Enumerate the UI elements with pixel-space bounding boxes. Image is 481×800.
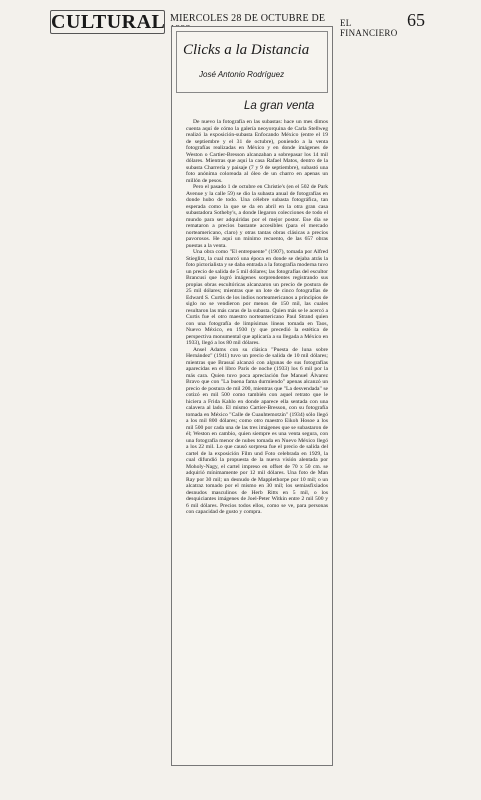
article-body	[186, 119, 328, 759]
article-column	[171, 26, 333, 766]
newspaper-name: EL FINANCIERO	[340, 18, 398, 38]
paragraph: Una obra como "El entrepuente" (1907), tomada por Alfred Stieglitz, la cual marcó una época en donde se dejaba atrás la foto pictorialista y se daba entrada a la fotografía moderna tuvo un precio de salida de 5 mil dólares; las fotografías del escultor Brancusi que logró imágenes sorprendentes registrando sus propias obras escultóricas alcanzaron un precio de postura de 25 mil dólares; mientras que un lote de cinco fotografías de Edward S. Curtis de los indios norteamericanos a principios de siglo no se vendieron por menos de 150 mil, las cuales resultaron las más caras de la subasta. Quien más se le acercó a Curtis fue el otro maestro norteamericano Paul Strand quien con una fotografía de limpísimas líneas tomada en Taos, Nuevo México, en 1930 (y que precedió la estética de perspectiva monumental que aplicaría a su llegada a México en 1933), llegó a los 80 mil dólares.	[186, 249, 328, 346]
section-label: CULTURAL	[51, 11, 166, 33]
article-headline: La gran venta	[244, 100, 315, 112]
publication-date: MIERCOLES 28 DE OCTUBRE DE	[170, 13, 326, 24]
author-byline: José Antonio Rodríguez	[199, 70, 285, 79]
column-header-box	[176, 31, 328, 93]
paragraph: Ansel Adams con su clásica "Puesta de luna sobre Hernández" (1941) tuvo un precio de salida de 10 mil dólares; mientras que Brassaï alcanzó con algunas de sus fotografías aparecidas en el libro París de noche (1933) los 6 mil por la más cara. Quien tuvo poca apreciación fue Manuel Álvarez Bravo que con "La buena fama durmiendo" apenas alcanzó un precio de postura de mil 200, mientras que "La desvendada" se cotizó en mil 500 como también con aquel retrato que le hiciera a Frida Kahlo en donde aparece ella sentada con una calavera al lado. El mismo Cartier-Bresson, con su fotografía tomada en México "Calle de Cuauhtemotzín" (1934) sólo llegó a los mil 800 dólares; como otro maestro Eikoh Hosoe a los mil 500 por cada una de las tres imágenes que se subastaron de él; Weston en cambio, quien siempre es una venta segura, con una fotografía menor de nubes tomada en Nuevo México llegó a los 22 mil. Lo que causó sorpresa fue el precio de salida del cartel de la exposición Film und Foto celebrada en 1929, la cual difundió la propuesta de la nueva visión alentada por Moholy-Nagy, el cartel impreso en offset de 70 x 50 cm. se adquirió mínimamente por 12 mil dólares. Una foto de Man Ray por 30 mil; un desnudo de Mapplethorpe por 10 mil; o un alcatraz tomado por el mismo en 30 mil; los semiasfixiados desnudos masculinos de Herb Ritts en 5 mil, o los desquiciantes imágenes de Joel-Peter Witkin entre 2 mil 500 y 6 mil dólares. Precios todos ellos, como se ve, para personas con capacidad de gusto y compra.	[186, 346, 328, 515]
column-title: Clicks a la Distancia	[183, 42, 310, 58]
paragraph: Pero el pasado 1 de octubre en Christie's (en el 502 de Park Avenue y la calle 59) se dio la subasta anual de fotografías en donde hubo de todo. Una célebre subasta fotográfica, tan esperada como la que se da en abril en la otra gran casa subastadora Sotheby's, a donde llegaron colecciones de todo el mundo para ser adquiridas por el mejor postor. Ese día se remataron a precios bastante accesibles (para el mercado norteamericano, claro) y otras tantas obras clásicas a precios pavorosos. He aquí un mínimo recuento, de las 657 obras puestas a la venta.	[186, 184, 328, 249]
page-number: 65	[407, 10, 425, 30]
paragraph: De nuevo la fotografía en las subastas: hace un mes dimos cuenta aquí de cómo la galería neoyorquina de Carla Stellweg realizó la exposición-subasta Enfocando México (entre el 19 de septiembre y el 31 de octubre), poniendo a la venta fotografías realizadas en México y en donde imágenes de Weston o Cartier-Bresson alcanzaban a sobrepasar los 14 mil dólares. Mientras que aquí la casa Rafael Matos, dentro de la subasta Charrería y paisaje (7 y 9 de septiembre), subastó una foto anónima coloreada al óleo de un charro en apenas un millón de pesos.	[186, 119, 328, 184]
